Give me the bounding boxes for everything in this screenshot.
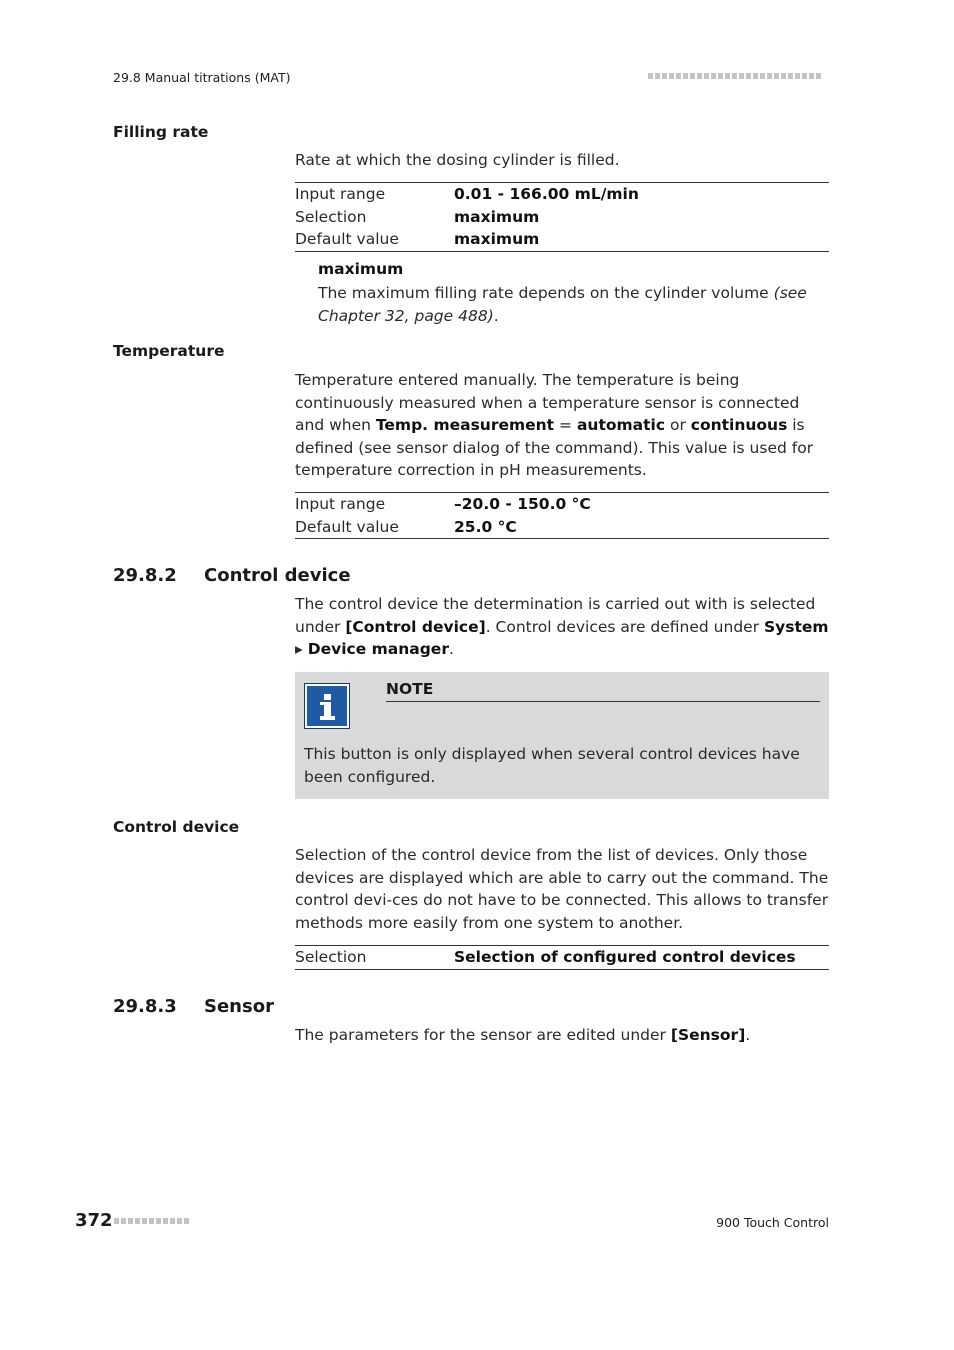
note-box [295,672,829,799]
option-text: The maximum filling rate depends on the cylinder volume [318,284,774,302]
text: Temperature entered manually. The temperature is being continuously measured when a temperature sensor is connected and when [295,371,800,434]
param-label: Default value [295,517,399,536]
param-label: Input range [295,495,386,513]
param-value: Selection of configured control devices [454,948,796,966]
emphasis: [Control device] [345,617,486,636]
sensor-intro [295,1024,829,1047]
section-heading-sensor [113,996,274,1017]
emphasis: automatic [576,416,666,434]
param-value: –20.0 - 150.0 °C [454,495,591,513]
section-number: 29.8.3 [113,996,177,1017]
text: The control device the determination is carried out with is selected under [295,595,816,636]
param-value: maximum [454,230,540,248]
param-label: Default value [295,230,399,248]
option-description [318,282,829,327]
table-row [295,516,829,539]
param-label: Selection [295,948,367,966]
table-row [295,206,829,229]
text: or [665,416,691,434]
emphasis: Device manager [307,640,449,658]
emphasis: Temp. measurement [375,416,555,434]
text: The parameters for the sensor are edited under [295,1026,671,1044]
temperature-heading: Temperature [113,342,225,360]
emphasis: continuous [690,416,788,434]
control-device-heading: Control device [113,818,240,836]
text: . [448,640,454,658]
table-row [295,946,829,969]
footer-decor-dots [114,1218,189,1224]
param-value: maximum [454,207,540,226]
filling-rate-heading: Filling rate [113,123,209,141]
section-title: Sensor [204,996,274,1017]
text: . Control devices are defined under [485,617,765,636]
section-heading-control-device [113,565,351,586]
table-row [295,493,829,516]
param-value: 25.0 °C [454,517,517,536]
param-value: 0.01 - 166.00 mL/min [454,185,639,203]
footer-product-name: 900 Touch Control [716,1215,829,1230]
running-header: 29.8 Manual titrations (MAT) [113,70,291,85]
param-label: Selection [295,207,367,226]
control-device-table [295,945,829,970]
text: . [745,1026,751,1044]
table-row [295,228,829,251]
temperature-table [295,492,829,539]
note-title: NOTE [386,680,820,702]
emphasis: [Sensor] [670,1026,746,1044]
section-number: 29.8.2 [113,565,177,586]
emphasis: System [764,617,829,636]
chapter-reference-link[interactable]: (see Chapter 32, page 488) [318,284,807,325]
param-label: Input range [295,185,386,203]
page-number: 372 [75,1210,113,1231]
filling-rate-table [295,182,829,252]
table-row [295,183,829,206]
text: is defined (see sensor dialog of the command). This value is used for temperature correction in pH measurements. [295,416,814,479]
control-device-intro [295,593,829,661]
filling-rate-description: Rate at which the dosing cylinder is filled. [295,151,620,169]
header-decor-dots [648,73,821,79]
text: = [554,416,577,434]
note-text: This button is only displayed when several control devices have been configured. [304,745,800,786]
control-device-description: Selection of the control device from the list of devices. Only those devices are displayed which are able to carry out the command. The control devi-ces do not have to be connected. This allows to transfer methods more easily from one system to another. [295,846,829,932]
option-title: maximum [318,260,404,278]
option-end: . [493,306,499,325]
temperature-description [295,369,829,482]
info-icon [304,683,350,729]
menu-arrow-icon: ▸ [295,640,308,658]
section-title: Control device [204,565,351,586]
